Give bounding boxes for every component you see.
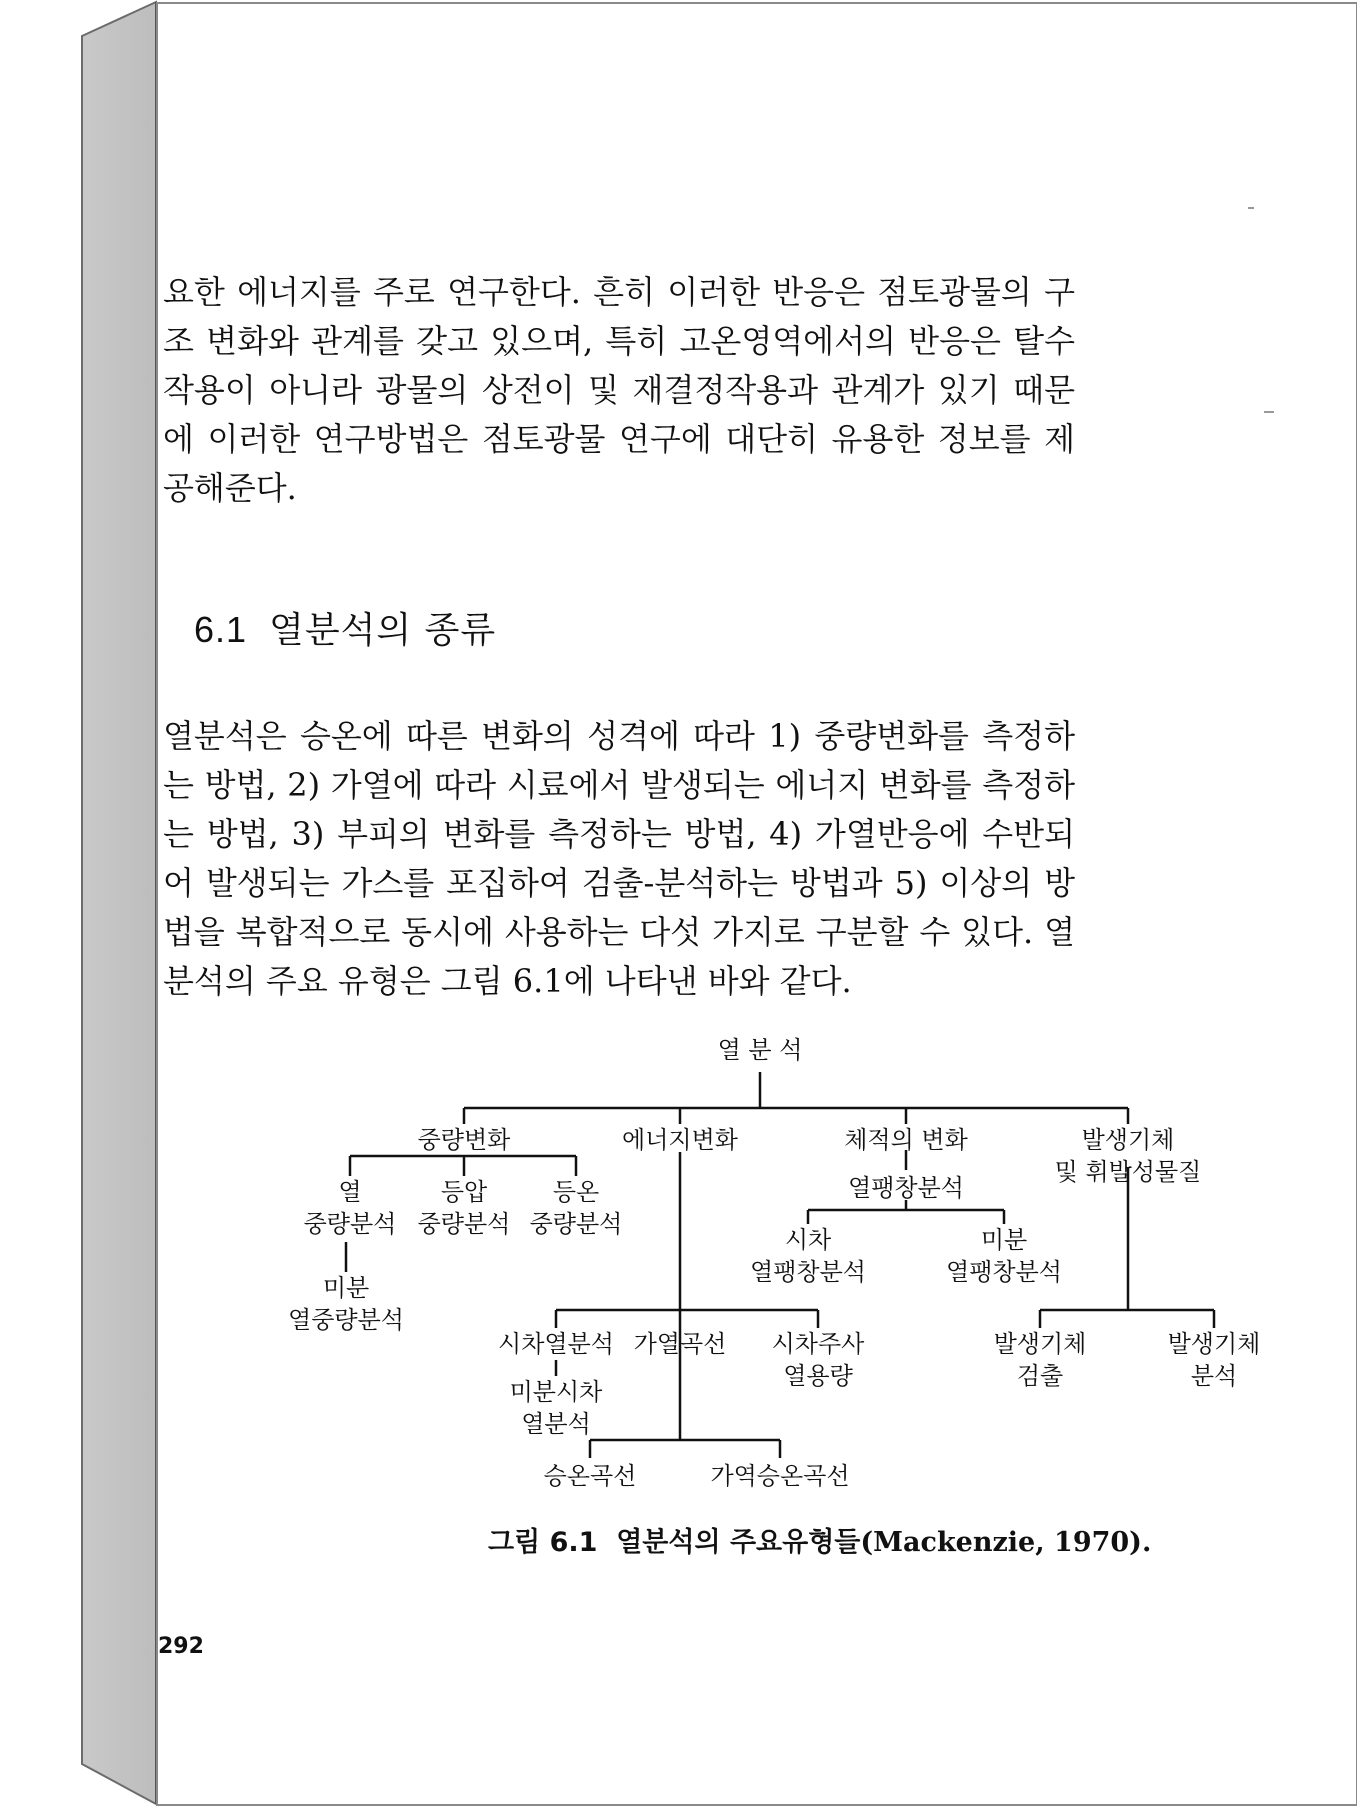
section-number: 6.1 <box>194 609 248 650</box>
node-isothermal-line2: 중량분석 <box>529 1210 623 1238</box>
node-inverse-rate-curve: 가역승온곡선 <box>710 1462 850 1490</box>
section-title: 열분석의 종류 <box>269 610 497 651</box>
section-heading <box>194 602 496 653</box>
page-number: 292 <box>158 1634 204 1659</box>
node-thermal-analysis: 열 분 석 <box>717 1036 803 1064</box>
node-ega-detection-line1: 발생기체 <box>993 1330 1087 1358</box>
node-ddta-line2: 열분석 <box>521 1410 591 1438</box>
node-diff-dilatometry-line2: 열팽창분석 <box>750 1258 866 1286</box>
node-dilatometry: 열팽창분석 <box>848 1174 964 1202</box>
scan-mark <box>1264 411 1274 413</box>
node-evolved-gas-line1: 발생기체 <box>1081 1126 1175 1154</box>
node-ega-analysis-line2: 분석 <box>1190 1362 1238 1390</box>
paragraph-intro: 요한 에너지를 주로 연구한다. 흔히 이러한 반응은 점토광물의 구조 변화와 관계를 갖고 있으며, 특히 고온영역에서의 반응은 탈수작용이 아니라 광물의 상전이 및 재결정작용과 관계가 있기 때문에 이러한 연구방법은 점토광물 연구에 대단히 유용한 정보를 제공해준다. <box>163 273 1075 507</box>
node-heating-curve: 가열곡선 <box>633 1330 727 1358</box>
node-heating-rate-curve: 승온곡선 <box>543 1462 637 1490</box>
node-tg-line1: 열 <box>338 1178 362 1206</box>
node-weight-change: 중량변화 <box>417 1126 511 1154</box>
node-evolved-gas-line2: 및 휘발성물질 <box>1054 1158 1202 1186</box>
scan-mark <box>1248 207 1254 209</box>
node-energy-change: 에너지변화 <box>622 1126 738 1154</box>
node-dtg-line1: 미분 <box>322 1274 370 1302</box>
node-ega-detection-line2: 검출 <box>1016 1362 1064 1390</box>
node-dsc-line2: 열용량 <box>783 1362 853 1390</box>
thermal-analysis-tree-diagram <box>280 1020 1260 1520</box>
figure-caption <box>488 1520 1151 1559</box>
book-spine <box>0 0 170 1806</box>
node-ega-analysis-line1: 발생기체 <box>1167 1330 1260 1358</box>
node-isobaric-line1: 등압 <box>440 1178 488 1206</box>
node-dtg-line2: 열중량분석 <box>288 1306 404 1334</box>
node-deriv-dilatometry-line1: 미분 <box>980 1226 1028 1254</box>
figure-label: 그림 6.1 <box>488 1527 598 1558</box>
node-dsc-line1: 시차주사 <box>771 1330 865 1358</box>
node-volume-change: 체적의 변화 <box>844 1126 968 1154</box>
node-deriv-dilatometry-line2: 열팽창분석 <box>946 1258 1062 1286</box>
node-isothermal-line1: 등온 <box>552 1178 600 1206</box>
node-isobaric-line2: 중량분석 <box>417 1210 511 1238</box>
figure-source: (Mackenzie, 1970). <box>860 1527 1152 1558</box>
node-diff-dilatometry-line1: 시차 <box>784 1226 832 1254</box>
figure-title: 열분석의 주요유형들 <box>616 1527 861 1558</box>
node-ddta-line1: 미분시차 <box>509 1378 603 1406</box>
paragraph-types: 열분석은 승온에 따른 변화의 성격에 따라 1) 중량변화를 측정하는 방법, 2) 가열에 따라 시료에서 발생되는 에너지 변화를 측정하는 방법, 3) 부피의 변화를 측정하는 방법, 4) 가열반응에 수반되어 발생되는 가스를 포집하여 검출-분석하는 방법과 5) 이상의 방법을 복합적으로 동시에 사용하는 다섯 가지로 구분할 수 있다. 열분석의 주요 유형은 그림 6.1에 나타낸 바와 같다. <box>163 717 1075 1000</box>
node-dta: 시차열분석 <box>498 1330 614 1358</box>
node-tg-line2: 중량분석 <box>303 1210 397 1238</box>
